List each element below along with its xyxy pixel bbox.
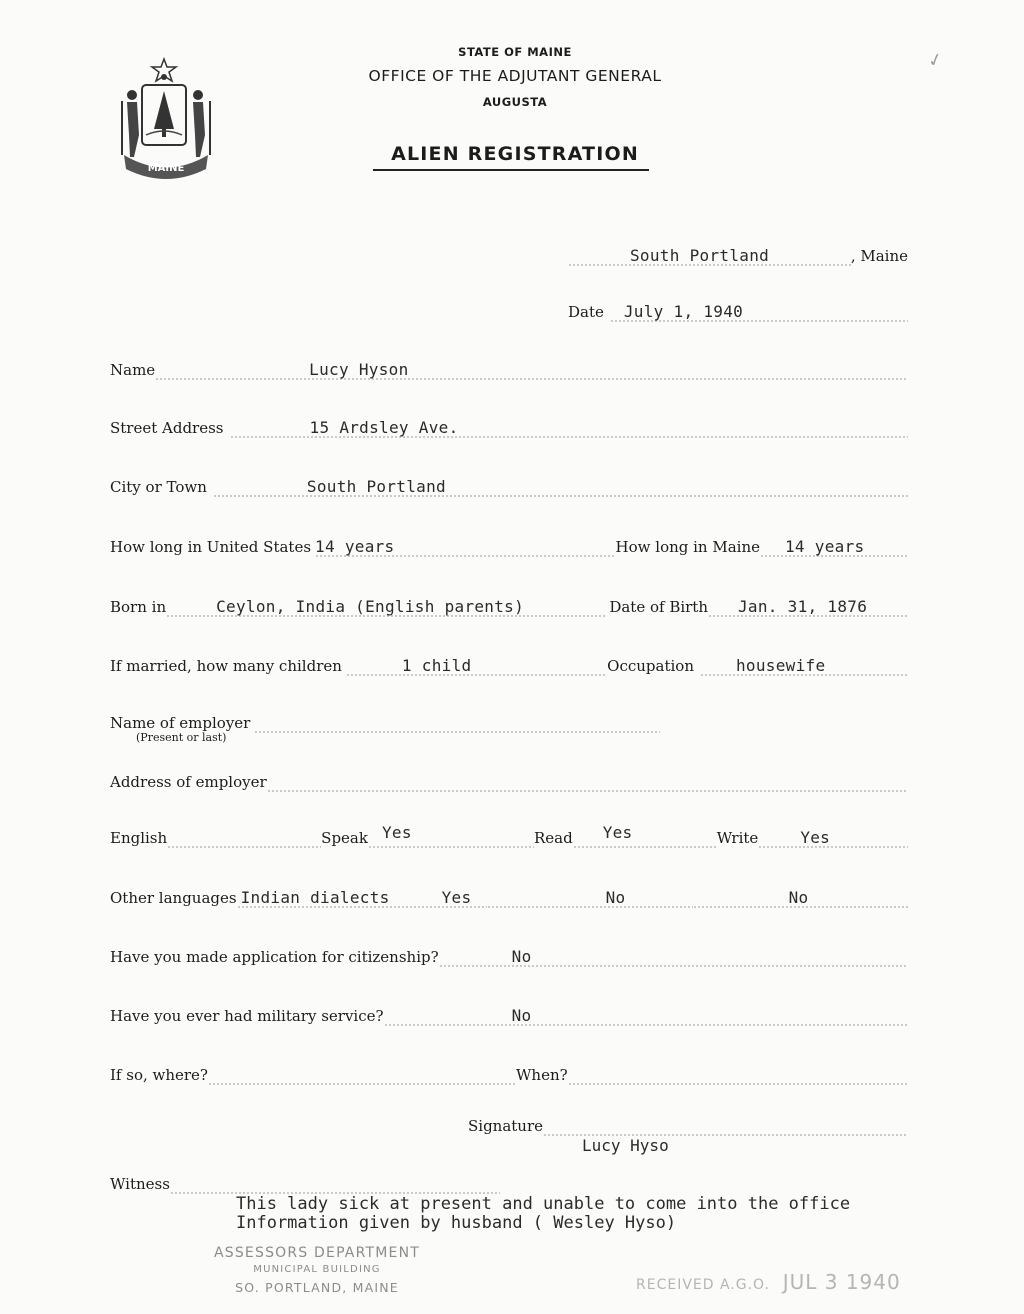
- signature-value: Lucy Hyso: [582, 1136, 669, 1155]
- street-label: Street Address: [110, 419, 224, 437]
- name-row: [110, 356, 908, 380]
- english-row: [110, 824, 908, 848]
- city-row: [110, 473, 908, 497]
- where-label: If so, where?: [110, 1066, 208, 1084]
- other-languages-label: Other languages: [110, 889, 237, 907]
- citizenship-label: Have you made application for citizenship?: [110, 948, 439, 966]
- family-row: [110, 652, 908, 676]
- military-row: [110, 1002, 908, 1026]
- residence-row: [110, 533, 908, 557]
- military-field[interactable]: No: [384, 1002, 908, 1026]
- children-label: If married, how many children: [110, 657, 342, 675]
- maine-label: How long in Maine: [615, 538, 760, 556]
- witness-label: Witness: [110, 1175, 170, 1193]
- city-field[interactable]: South Portland: [213, 473, 908, 497]
- speak-field[interactable]: Yes: [368, 824, 534, 848]
- header-office: OFFICE OF THE ADJUTANT GENERAL: [368, 67, 662, 85]
- birth-row: [110, 593, 908, 617]
- military-label: Have you ever had military service?: [110, 1007, 384, 1025]
- seal-motto: MAINE: [147, 163, 185, 174]
- received-stamp-prefix: RECEIVED A.G.O.: [636, 1277, 770, 1293]
- other-read-field[interactable]: No: [487, 884, 693, 908]
- place-row: [568, 242, 908, 266]
- received-stamp: [636, 1270, 901, 1294]
- note-line-1: This lady sick at present and unable to come into the office: [236, 1194, 851, 1214]
- name-label: Name: [110, 361, 156, 379]
- other-languages-field[interactable]: Indian dialects Yes: [237, 884, 487, 908]
- city-label: City or Town: [110, 478, 207, 496]
- place-suffix: , Maine: [850, 247, 908, 265]
- write-field[interactable]: Yes: [758, 824, 908, 848]
- write-label: Write: [716, 829, 759, 847]
- employer-address-row: [110, 768, 908, 792]
- where-field[interactable]: [208, 1061, 516, 1085]
- check-mark: ✓: [925, 48, 946, 73]
- when-field[interactable]: [568, 1061, 908, 1085]
- occupation-label: Occupation: [607, 657, 694, 675]
- note-line-2: Information given by husband ( Wesley Hyso): [236, 1213, 677, 1233]
- employer-field[interactable]: [254, 709, 660, 733]
- dob-label: Date of Birth: [609, 598, 708, 616]
- maine-field[interactable]: 14 years: [760, 533, 908, 557]
- signature-row: [468, 1112, 908, 1136]
- dob-field[interactable]: Jan. 31, 1876: [708, 593, 908, 617]
- name-field[interactable]: Lucy Hyson: [155, 356, 908, 380]
- employer-address-field[interactable]: [267, 768, 908, 792]
- citizenship-field[interactable]: No: [439, 943, 908, 967]
- other-write-field[interactable]: No: [693, 884, 908, 908]
- street-row: [110, 414, 908, 438]
- date-field[interactable]: July 1, 1940: [610, 298, 908, 322]
- other-languages-row: [110, 884, 908, 908]
- born-label: Born in: [110, 598, 167, 616]
- speak-label: Speak: [321, 829, 368, 847]
- occupation-field[interactable]: housewife: [700, 652, 908, 676]
- street-field[interactable]: 15 Ardsley Ave.: [230, 414, 908, 438]
- received-stamp-date: JUL 3 1940: [782, 1270, 901, 1294]
- title-underline: [373, 169, 649, 171]
- employer-sublabel: (Present or last): [136, 731, 227, 744]
- english-spacer: [167, 824, 321, 848]
- place-field[interactable]: South Portland: [568, 242, 851, 266]
- assessors-stamp-line-3: SO. PORTLAND, MAINE: [235, 1280, 399, 1295]
- read-label: Read: [533, 829, 573, 847]
- signature-label: Signature: [468, 1117, 544, 1135]
- date-row: [568, 298, 908, 322]
- header-state: STATE OF MAINE: [458, 45, 572, 59]
- assessors-stamp-line-2: MUNICIPAL BUILDING: [253, 1264, 381, 1275]
- maine-state-seal: [112, 55, 220, 185]
- english-label: English: [110, 829, 168, 847]
- signature-field[interactable]: [543, 1112, 908, 1136]
- born-field[interactable]: Ceylon, India (English parents): [166, 593, 605, 617]
- date-label: Date: [568, 303, 604, 321]
- witness-row: [110, 1170, 500, 1194]
- form-title: ALIEN REGISTRATION: [391, 143, 639, 165]
- when-label: When?: [515, 1066, 568, 1084]
- us-field[interactable]: 14 years: [315, 533, 616, 557]
- read-field[interactable]: Yes: [573, 824, 717, 848]
- header-city: AUGUSTA: [482, 95, 548, 109]
- us-label: How long in United States: [110, 538, 312, 556]
- citizenship-row: [110, 943, 908, 967]
- employer-row: [110, 709, 660, 733]
- employer-label: Name of employer: [110, 714, 251, 732]
- employer-address-label: Address of employer: [110, 773, 267, 791]
- witness-field[interactable]: [170, 1170, 500, 1194]
- service-where-row: [110, 1061, 908, 1085]
- assessors-stamp-line-1: ASSESSORS DEPARTMENT: [213, 1245, 420, 1261]
- children-field[interactable]: 1 child: [346, 652, 607, 676]
